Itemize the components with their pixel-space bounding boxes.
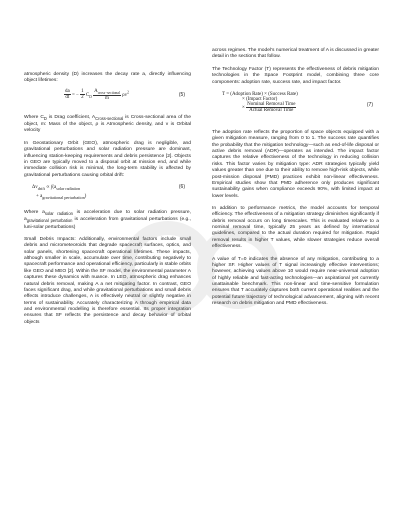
eq5-rho-v: ρv xyxy=(122,92,128,98)
paragraph-small-debris: Small Debris Impacts: Additionally, environmental factors include small debris and micrometeoroids that degrade spacecraft surfaces, optics, and solar panels, shortening spacecraft operational lifetimes. These impacts, although smaller in scale, accumulate over time, contributing negatively to spacecraft performance and operational efficiency, particularly in stable orbits like GEO and MEO [2]. Within the SF model, the environmental parameter A captures these dynamics with nuance. In LEO, atmospheric drag enhances natural debris removal, making A a net mitigating factor. In contrast, GEO faces significant drag, and while gravitational perturbations and small debris effects introduce challenges, A is effectively neutral or slightly negative in terms of sustainability. Accurately characterizing A through empirical data and environmental modelling is therefore essential. Its proper integration ensures that SF reflects the persistence and decay behavior of orbital objects xyxy=(24,237,192,325)
eq6-line-2: + $a_{gravitational perturbation}$) xyxy=(36,193,87,200)
equation-6-number: (6) xyxy=(178,183,185,190)
right-column xyxy=(212,48,379,307)
equation-5-number: (5) xyxy=(178,91,185,98)
paragraph-density-intro: atmospheric density (D) increases the decay rate a, directly influencing object lifetimes: xyxy=(24,72,191,84)
paragraph-regimes: across regimes. The model’s numerical treatment of A is discussed in greater detail in the sections that follow. xyxy=(212,48,379,60)
left-column xyxy=(24,72,191,326)
paragraph-technology-factor: The Technology Factor (T) represents the effectiveness of debris mitigation technologies in the Space Footprint model, combining three core components: adoption rate, success rate, and impact factor. xyxy=(212,66,379,85)
eq5-area-sub: cross−sectional xyxy=(97,90,120,95)
eq5-half-den: 2 xyxy=(81,95,84,101)
equation-7 xyxy=(212,92,379,124)
eq7-frac-num: Nominal Removal Time xyxy=(247,101,296,107)
eq6-line-1: $\Delta v_{drift} \propto \int(a_{solar radiation}$ xyxy=(32,184,81,191)
eq5-half-num: 1 xyxy=(81,89,84,95)
eq5-sup: 2 xyxy=(127,90,129,95)
eq7-times: × xyxy=(242,105,245,111)
paragraph-where-6: Where $a_{solar radiation}$ is acceleration due to solar radiation pressure, $a_{gravitational perturbation}$ is acceleration from gravitational perturbations (e.g., luni-solar perturbations) xyxy=(24,209,192,230)
eq5-equals: = − xyxy=(71,92,79,98)
eq5-cd-sub: D xyxy=(89,94,92,99)
equation-6 xyxy=(24,184,191,206)
eq5-mass: m xyxy=(105,95,109,101)
paragraph-adoption-rate: The adoption rate reflects the proportion of space objects equipped with a given mitigation measure, ranging from 0 to 1. The success rate quantifies the probability that the mitigation technology—such as end-of-life disposal or active debris removal (ADR)—operates as intended. The impact factor captures the relative effectiveness of the technology in reducing collision risks. This factor varies by mitigation type: ADR strategies typically yield values greater than one due to their ability to remove high-risk objects, while post-mission disposal (PMD) practices exhibit non-linear effectiveness. Empirical studies show that PMD adherence only produces significant sustainability gains when compliance exceeds 90%, with limited impact at lower levels. xyxy=(212,130,379,199)
eq5-area: A xyxy=(94,88,98,94)
eq5-lhs-den: dt xyxy=(65,95,70,101)
equation-5 xyxy=(24,89,191,111)
eq5-lhs-num: da xyxy=(65,89,70,95)
paragraph-performance: In addition to performance metrics, the model accounts for temporal efficiency. The effectiveness of a mitigation strategy diminishes significantly if debris removal occurs on long timescales. This is evaluated relative to a nominal removal time, typically 25 years as defined by international guidelines, compared to the actual duration required for mitigation. Rapid removal results in higher T values, while slower strategies reduce overall effectiveness. xyxy=(212,206,379,250)
paragraph-geo: In Geostationary Orbit (GEO), atmospheric drag is negligible, and gravitational perturbations and solar radiation pressure are dominant, influencing station-keeping requirements and debris persistence [2]. Objects in GEO are typically moved to a disposal orbit at mission end, and while immediate collision risk is minimal, the long-term stability is affected by gravitational perturbations causing orbital drift: xyxy=(24,140,191,178)
eq5-cd: C xyxy=(85,92,90,98)
eq7-line-1: T = (Adoption Rate) × (Success Rate) xyxy=(222,91,298,97)
paragraph-t-zero: A value of T=0 indicates the absence of any mitigation, contributing to a higher SF. Higher values of T signal increasingly effective interventions; however, achieving values above 10 would require near-universal adoption of highly reliable and fast-acting technologies—an aspirational yet currently unattainable benchmark. This non-linear and time-sensitive formulation ensures that T accurately captures both current operational realities and the potential future trajectory of technological advancement, aligning with recent research on debris mitigation and PMD effectiveness. xyxy=(212,256,379,307)
eq7-line-2: × (Impact Factor) xyxy=(242,96,278,102)
equation-7-number: (7) xyxy=(366,101,373,108)
eq7-frac-den: Actual Removal Time xyxy=(249,107,294,113)
paragraph-where-5: Where $C_D$ is Drag coefficient, $A_{Cross-sectional}$ is Cross-sectional area of the object, m: Mass of the object, ρ is Atmospheric density, and v is Orbital velocity xyxy=(24,114,191,134)
